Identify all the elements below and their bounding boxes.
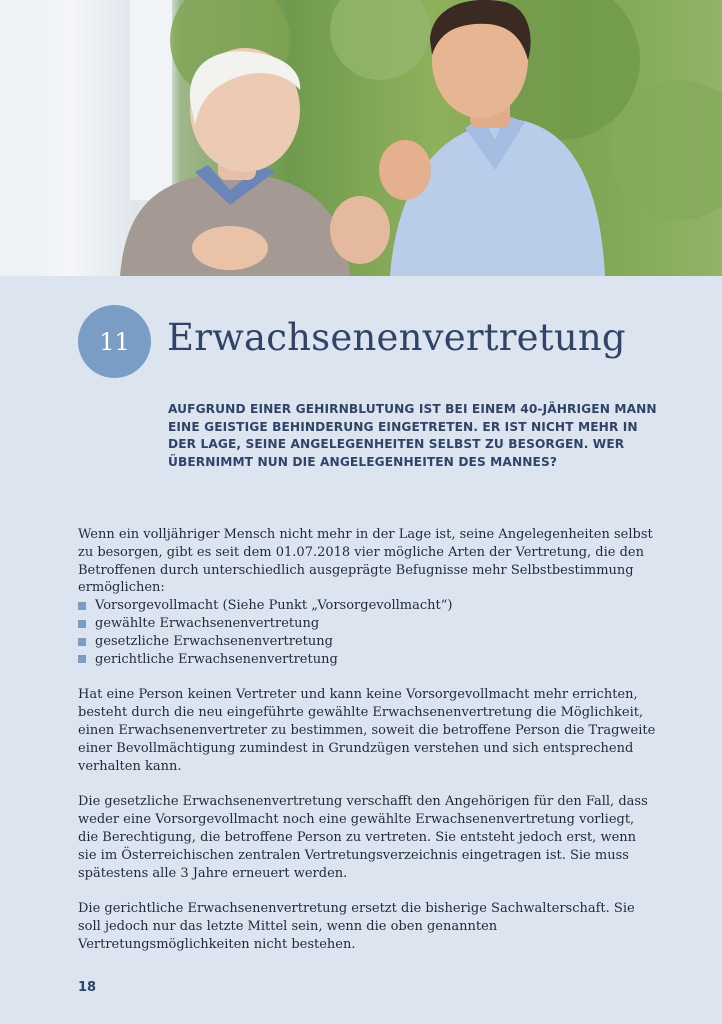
list-item: [78, 597, 658, 615]
paragraph-legal-representation: Die gesetzliche Erwachsenenvertretung verschafft den Angehörigen für den Fall, dass weder eine Vorsorgevollmacht noch eine gewählte Erwachsenenvertretung vorliegt, die Berechtigung, die betroffene Person zu vertreten. Sie entsteht jedoch erst, wenn sie im Österreichischen zentralen Vertretungsverzeichnis eingetragen ist. Sie muss spätestens alle 3 Jahre erneuert werden.: [78, 794, 648, 881]
body-text: [78, 526, 658, 954]
chapter-title: Erwachsenenvertretung: [167, 316, 626, 359]
square-bullet-icon: [78, 655, 86, 663]
list-item-text: gerichtliche Erwachsenenvertretung: [95, 651, 338, 667]
square-bullet-icon: [78, 602, 86, 610]
chapter-number-badge: [78, 305, 151, 378]
list-item: [78, 633, 658, 651]
paragraph-chosen-representation: Hat eine Person keinen Vertreter und kann keine Vorsorgevollmacht mehr errichten, besteht durch die neu eingeführte gewählte Erwachsenenvertretung die Möglichkeit, einen Erwachsenenvertreter zu bestimmen, soweit die betroffene Person die Tragweite einer Bevollmächtigung zumindest in Grundzügen verstehen und sich entsprechend verhalten kann.: [78, 687, 656, 774]
list-item-text: Vorsorgevollmacht (Siehe Punkt „Vorsorgevollmacht“): [95, 598, 453, 614]
list-item: [78, 615, 658, 633]
chapter-number: 11: [99, 327, 130, 356]
list-item-text: gewählte Erwachsenenvertretung: [95, 615, 320, 631]
list-item: [78, 651, 658, 669]
header-photo: [0, 0, 722, 276]
header-photo-illustration: [0, 0, 722, 276]
list-item-text: gesetzliche Erwachsenenvertretung: [95, 633, 333, 649]
square-bullet-icon: [78, 638, 86, 646]
lead-question: AUFGRUND EINER GEHIRNBLUTUNG IST BEI EINEM 40-JÄHRIGEN MANN EINE GEISTIGE BEHINDERUNG EINGETRETEN. ER IST NICHT MEHR IN DER LAGE, SEINE ANGELEGENHEITEN SELBST ZU BESORGEN. WER ÜBERNIMMT NUN DIE ANGELEGENHEITEN DES MANNES?: [168, 402, 657, 469]
intro-paragraph: Wenn ein volljähriger Mensch nicht mehr in der Lage ist, seine Angelegenheiten selbst zu besorgen, gibt es seit dem 01.07.2018 vier mögliche Arten der Vertretung, die den Betroffenen durch unterschiedlich ausgeprägte Befugnisse mehr Selbstbestimmung ermöglichen:: [78, 527, 653, 596]
page-number: 18: [78, 980, 97, 995]
square-bullet-icon: [78, 620, 86, 628]
paragraph-court-representation: Die gerichtliche Erwachsenenvertretung ersetzt die bisherige Sachwalterschaft. Sie soll jedoch nur das letzte Mittel sein, wenn die oben genannten Vertretungsmöglichkeiten nicht bestehen.: [78, 901, 635, 952]
representation-types-list: [78, 597, 658, 668]
